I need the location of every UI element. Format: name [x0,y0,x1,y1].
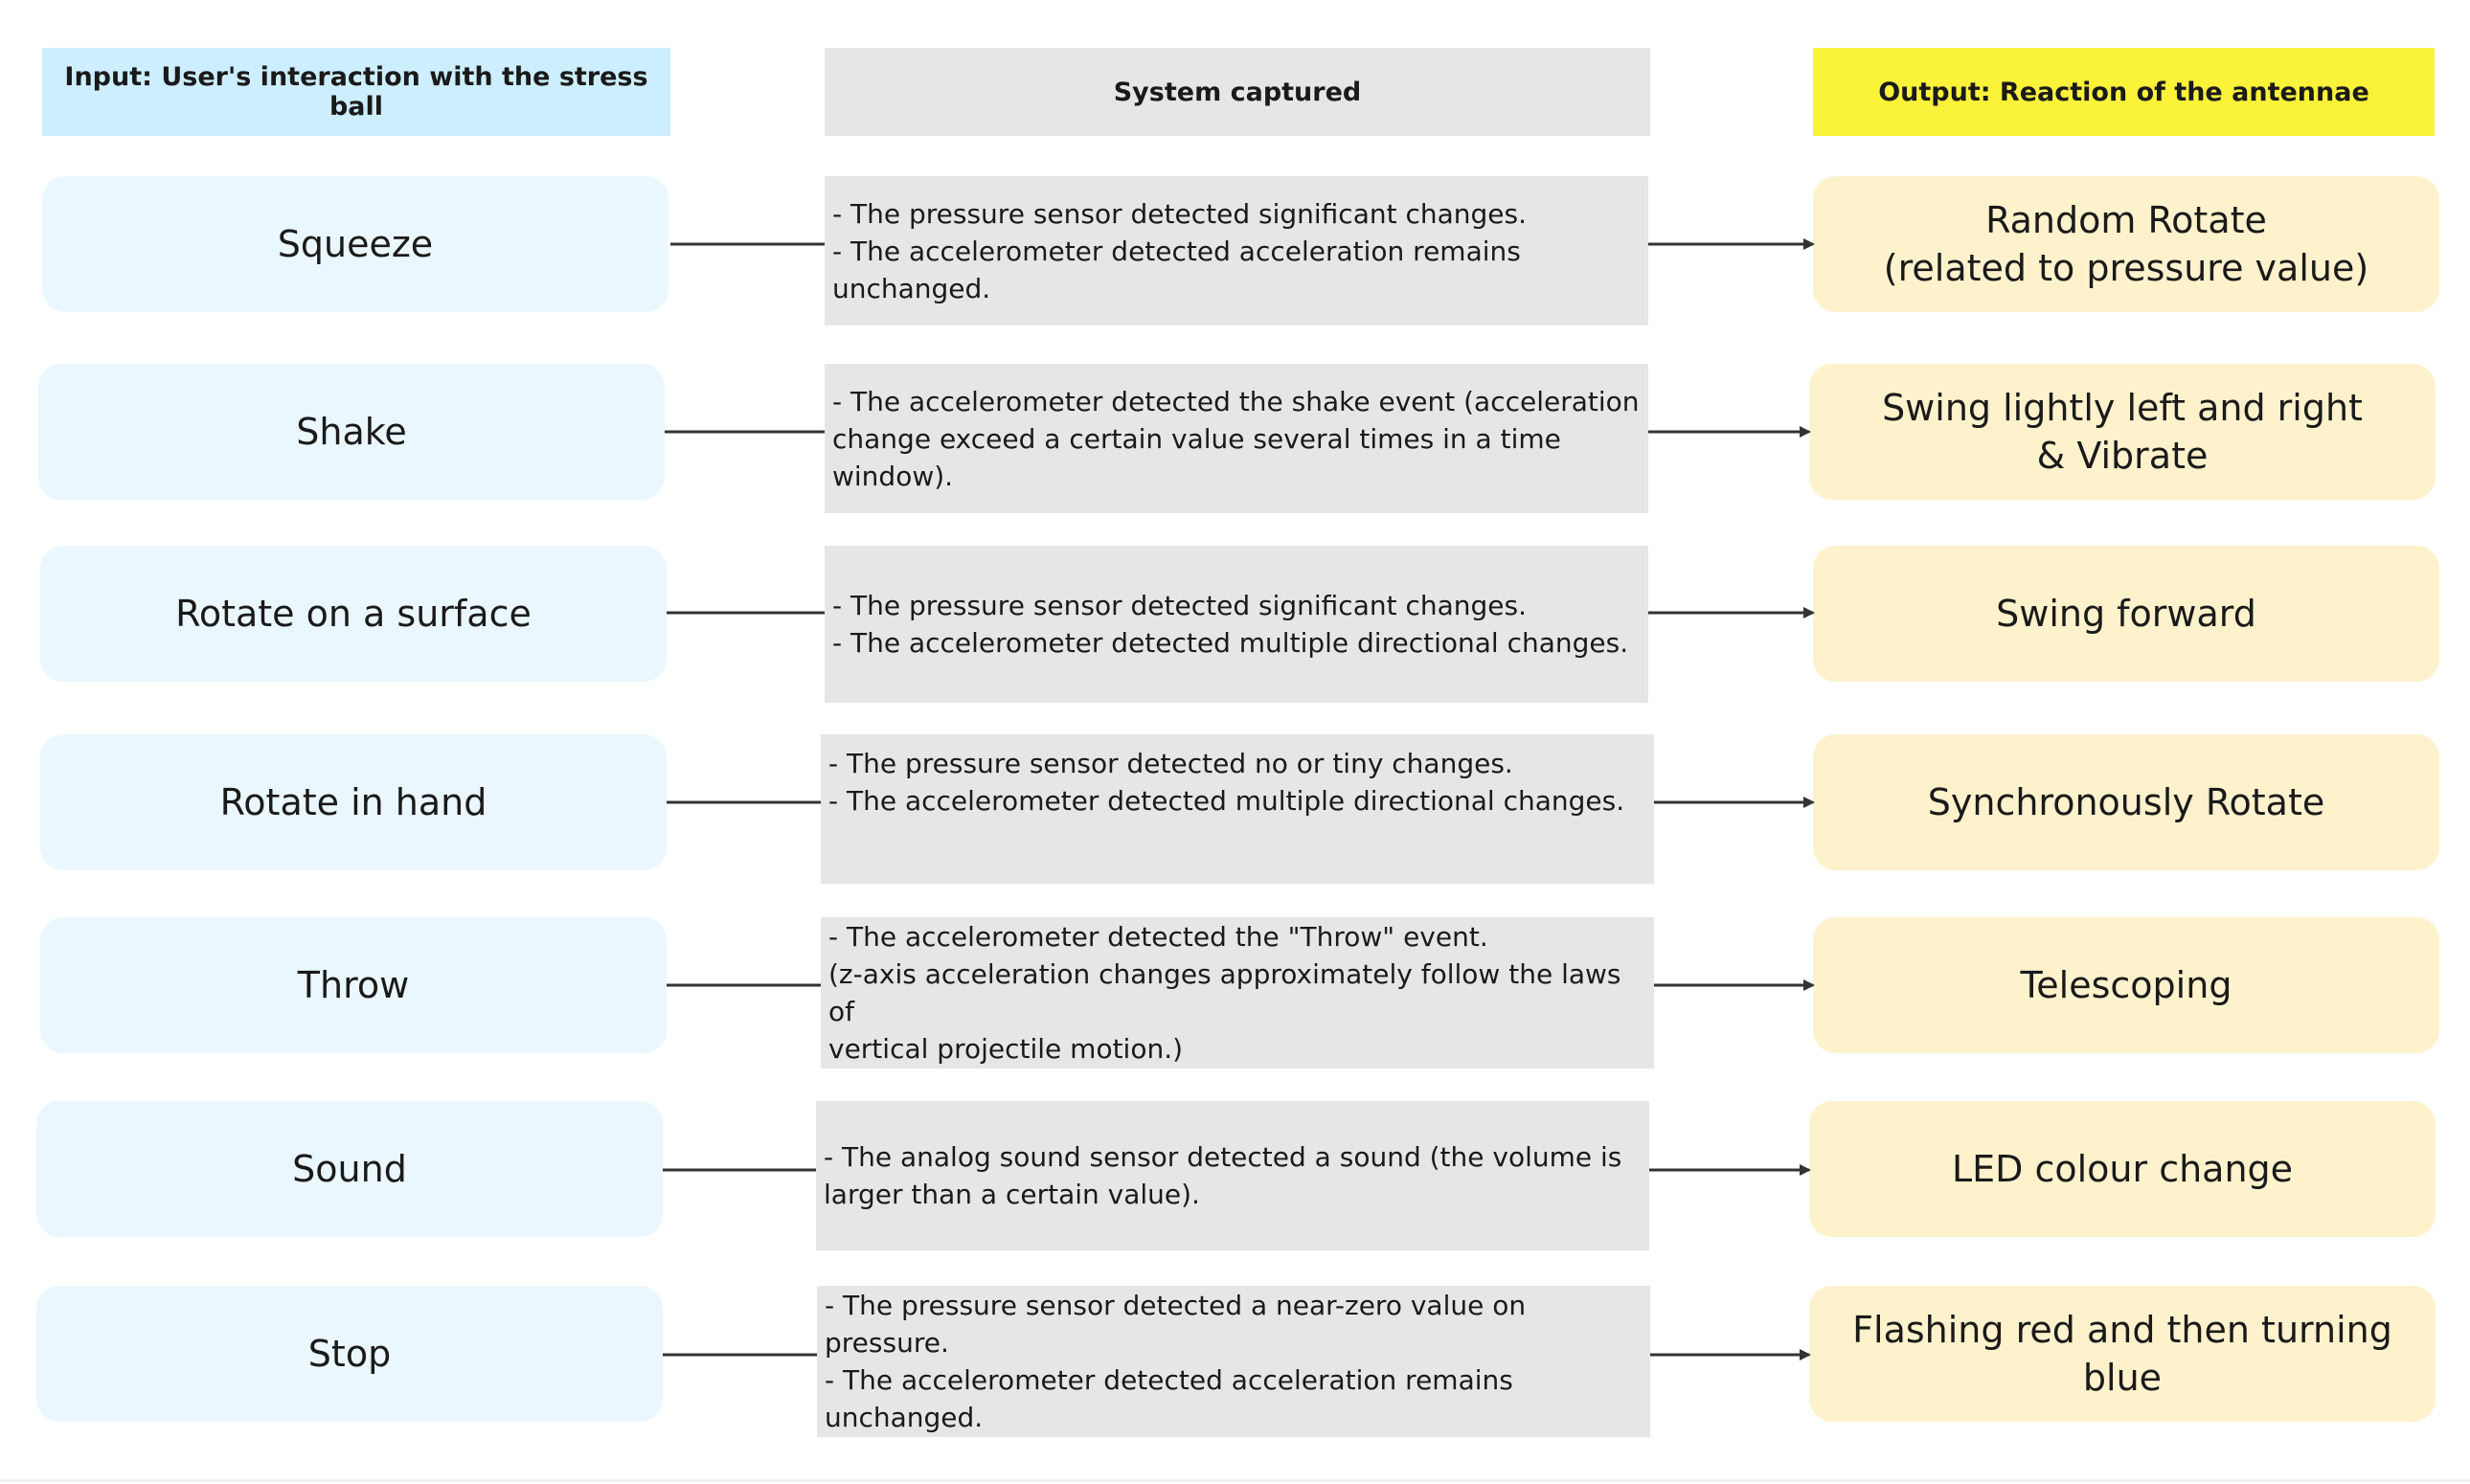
input-label: Throw [297,964,410,1006]
output-label: Flashing red and then turning blue [1852,1309,2392,1399]
input-label: Squeeze [277,223,434,265]
input-label: Stop [307,1333,392,1375]
system-description: - The accelerometer detected the "Throw" event. (z-axis acceleration changes approximately follow the laws of vertical projectile motion.) [828,921,1621,1065]
bottom-divider [0,1479,2470,1482]
input-label: Shake [296,411,407,453]
output-label: LED colour change [1951,1148,2294,1190]
output-label: Swing forward [1996,593,2256,635]
output-label: Swing lightly left and right & Vibrate [1882,387,2363,477]
system-description: - The accelerometer detected the shake event (acceleration change exceed a certain value several times in a time window). [832,385,1640,492]
system-description: - The pressure sensor detected a near-zero value on pressure. - The accelerometer detected acceleration remains unchanged. [825,1290,1527,1433]
system-column-header: System captured [825,48,1650,136]
input-label: Sound [292,1148,407,1190]
input-column-header: Input: User's interaction with the stress ball [42,48,670,136]
input-label: Rotate in hand [219,781,487,823]
system-description: - The analog sound sensor detected a sound (the volume is larger than a certain value). [824,1141,1622,1210]
output-label: Telescoping [2020,964,2232,1006]
output-label: Synchronously Rotate [1927,781,2325,823]
input-label: Rotate on a surface [175,593,532,635]
system-description: - The pressure sensor detected significant changes. - The accelerometer detected multiple directional changes. [832,590,1629,659]
output-column-header: Output: Reaction of the antennae [1813,48,2435,136]
system-description: - The pressure sensor detected no or tiny changes. - The accelerometer detected multiple directional changes. [828,748,1625,817]
system-description: - The pressure sensor detected significant changes. - The accelerometer detected acceleration remains unchanged. [832,197,1528,304]
output-label: Random Rotate (related to pressure value) [1883,199,2369,289]
